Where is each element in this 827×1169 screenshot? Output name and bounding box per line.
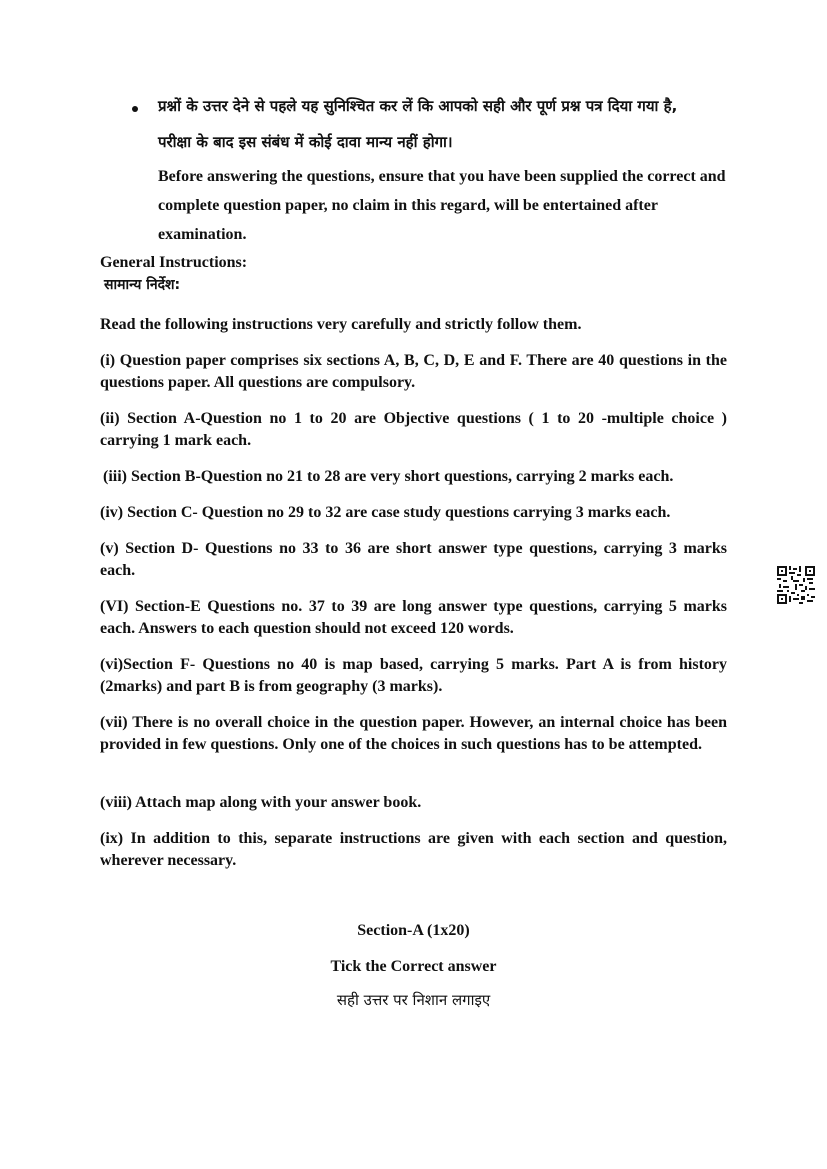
- instruction-item: (iii) Section B-Question no 21 to 28 are very short questions, carrying 2 marks each.: [103, 468, 674, 485]
- bullet-dot: [132, 106, 138, 112]
- instructions-intro: Read the following instructions very carefully and strictly follow them.: [100, 316, 582, 333]
- instruction-item: (vi)Section F- Questions no 40 is map based, carrying 5 marks. Part A is from history (2marks) and part B is from geography (3 marks).: [100, 656, 727, 695]
- section-subtitle-hindi: सही उत्तर पर निशान लगाइए: [336, 991, 491, 1009]
- instruction-item: (ix) In addition to this, separate instructions are given with each section and question, wherever necessary.: [100, 830, 727, 869]
- instruction-item: (viii) Attach map along with your answer book.: [100, 794, 422, 811]
- instruction-item: (ii) Section A-Question no 1 to 20 are Objective questions ( 1 to 20 -multiple choice ) carrying 1 mark each.: [100, 410, 727, 449]
- english-notice: Before answering the questions, ensure that you have been supplied the correct and complete question paper, no claim in this regard, will be entertained after examination.: [158, 168, 726, 243]
- instruction-item: (VI) Section-E Questions no. 37 to 39 are long answer type questions, carrying 5 marks each. Answers to each question should not exceed 120 words.: [100, 598, 727, 637]
- hindi-notice-line-1: प्रश्नों के उत्तर देने से पहले यह सुनिश्चित कर लें कि आपको सही और पूर्ण प्रश्न पत्र दिया गया है,: [158, 97, 678, 115]
- instruction-item: (v) Section D- Questions no 33 to 36 are short answer type questions, carrying 3 marks each.: [100, 540, 727, 579]
- instruction-item: (iv) Section C- Question no 29 to 32 are case study questions carrying 3 marks each.: [100, 504, 671, 521]
- instruction-item: (i) Question paper comprises six sections A, B, C, D, E and F. There are 40 questions in the questions paper. All questions are compulsory.: [100, 352, 727, 391]
- general-instructions-title-hindi: सामान्य निर्देश:: [104, 277, 181, 293]
- qr-code-icon: [777, 566, 815, 604]
- instruction-item: (vii) There is no overall choice in the question paper. However, an internal choice has been provided in few questions. Only one of the choices in such questions has to be attempted.: [100, 714, 727, 753]
- general-instructions-title: General Instructions:: [100, 254, 248, 271]
- section-subtitle: Tick the Correct answer: [330, 958, 497, 975]
- hindi-notice-line-2: परीक्षा के बाद इस संबंध में कोई दावा मान्य नहीं होगा।: [158, 133, 453, 151]
- section-title: Section-A (1x20): [357, 922, 470, 939]
